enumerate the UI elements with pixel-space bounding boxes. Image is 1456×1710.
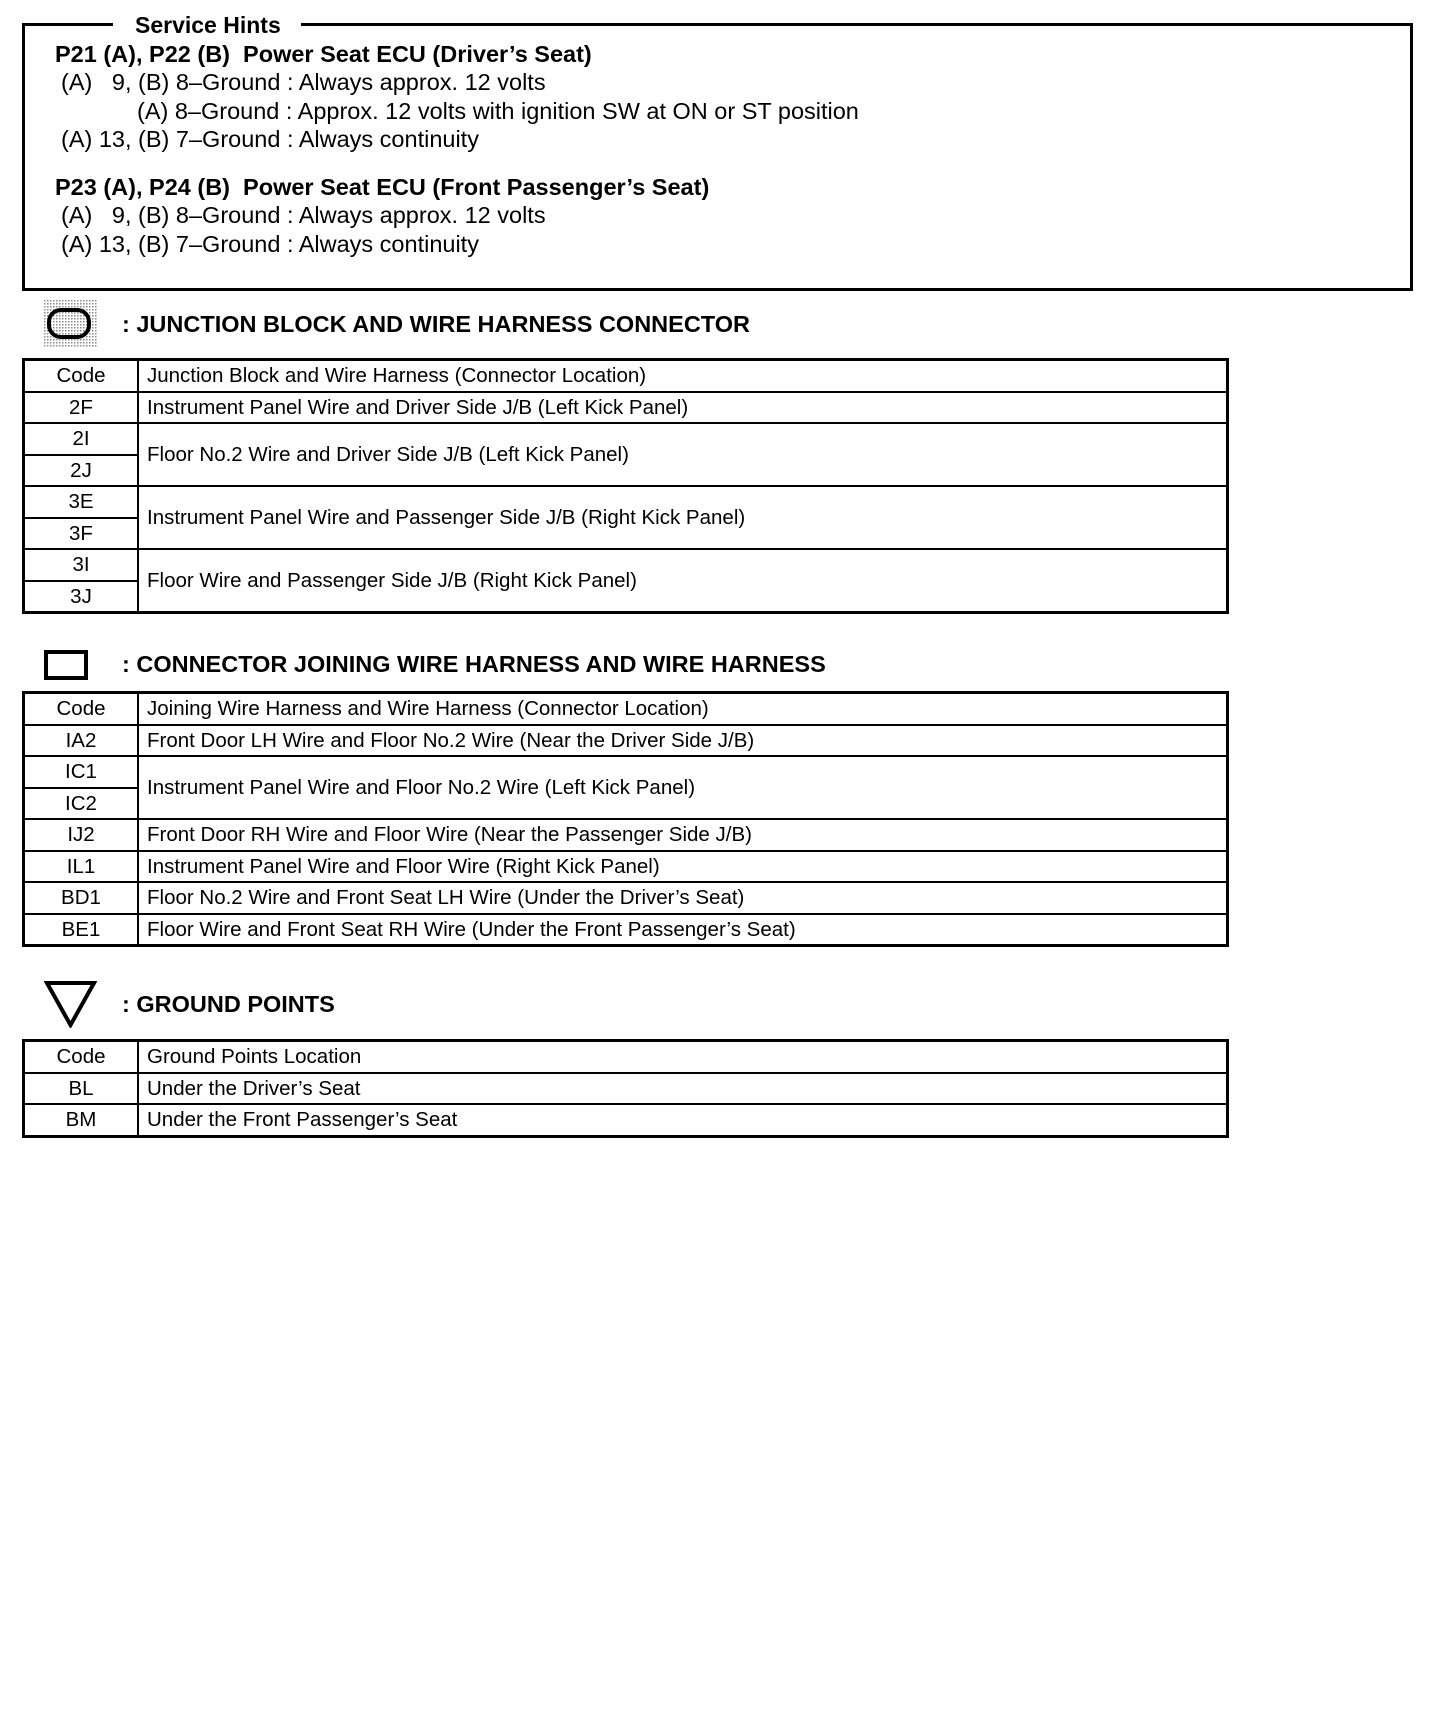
table-row xyxy=(24,392,1228,424)
table-row xyxy=(24,1104,1228,1136)
junction-section-title: : JUNCTION BLOCK AND WIRE HARNESS CONNECTOR xyxy=(122,310,750,337)
desc-cell: Floor No.2 Wire and Driver Side J/B (Left Kick Panel) xyxy=(138,423,1228,486)
hint-line: (A) 13, (B) 7–Ground : Always continuity xyxy=(61,126,479,152)
junction-table xyxy=(22,358,1229,614)
connector-section-header xyxy=(44,640,826,688)
service-hints-box xyxy=(22,12,1413,291)
code-cell: BE1 xyxy=(24,914,139,946)
table-row xyxy=(24,819,1228,851)
desc-cell: Under the Driver’s Seat xyxy=(138,1073,1228,1105)
desc-cell: Instrument Panel Wire and Driver Side J/B (Left Kick Panel) xyxy=(138,392,1228,424)
table-row xyxy=(24,914,1228,946)
hint-block-passenger xyxy=(55,173,709,258)
code-cell: 3F xyxy=(24,518,139,550)
desc-cell: Instrument Panel Wire and Floor No.2 Wire (Left Kick Panel) xyxy=(138,756,1228,819)
hint-line: (A) 9, (B) 8–Ground : Always approx. 12 volts xyxy=(61,202,546,228)
code-cell: IC2 xyxy=(24,788,139,820)
desc-header: Joining Wire Harness and Wire Harness (Connector Location) xyxy=(138,693,1228,725)
table-header-row xyxy=(24,360,1228,392)
code-cell: 2I xyxy=(24,423,139,455)
connector-table xyxy=(22,691,1229,947)
code-cell: 3E xyxy=(24,486,139,518)
table-row xyxy=(24,851,1228,883)
code-cell: IA2 xyxy=(24,725,139,757)
table-row xyxy=(24,423,1228,455)
code-cell: IC1 xyxy=(24,756,139,788)
desc-cell: Instrument Panel Wire and Floor Wire (Right Kick Panel) xyxy=(138,851,1228,883)
hint-block-driver xyxy=(55,40,859,154)
code-cell: 2F xyxy=(24,392,139,424)
desc-cell: Floor Wire and Front Seat RH Wire (Under the Front Passenger’s Seat) xyxy=(138,914,1228,946)
ground-section-header xyxy=(44,980,335,1028)
desc-cell: Floor Wire and Passenger Side J/B (Right Kick Panel) xyxy=(138,549,1228,613)
desc-cell: Front Door RH Wire and Floor Wire (Near the Passenger Side J/B) xyxy=(138,819,1228,851)
table-row xyxy=(24,549,1228,581)
code-header: Code xyxy=(24,693,139,725)
table-row xyxy=(24,756,1228,788)
desc-cell: Floor No.2 Wire and Front Seat LH Wire (Under the Driver’s Seat) xyxy=(138,882,1228,914)
table-row xyxy=(24,486,1228,518)
junction-block-icon xyxy=(44,300,98,348)
ground-table xyxy=(22,1039,1229,1138)
desc-header: Junction Block and Wire Harness (Connector Location) xyxy=(138,360,1228,392)
code-cell: BD1 xyxy=(24,882,139,914)
code-cell: 3I xyxy=(24,549,139,581)
desc-cell: Instrument Panel Wire and Passenger Side J/B (Right Kick Panel) xyxy=(138,486,1228,549)
desc-cell: Front Door LH Wire and Floor No.2 Wire (Near the Driver Side J/B) xyxy=(138,725,1228,757)
code-cell: BL xyxy=(24,1073,139,1105)
ground-section-title: : GROUND POINTS xyxy=(122,990,335,1017)
junction-section-header xyxy=(44,300,750,348)
hint-heading: P21 (A), P22 (B) Power Seat ECU (Driver’s Seat) xyxy=(55,41,592,67)
desc-header: Ground Points Location xyxy=(138,1041,1228,1073)
code-header: Code xyxy=(24,360,139,392)
table-row xyxy=(24,1073,1228,1105)
code-cell: IJ2 xyxy=(24,819,139,851)
table-row xyxy=(24,725,1228,757)
hint-line: (A) 8–Ground : Approx. 12 volts with ignition SW at ON or ST position xyxy=(137,97,859,124)
hint-heading: P23 (A), P24 (B) Power Seat ECU (Front Passenger’s Seat) xyxy=(55,174,710,200)
code-cell: IL1 xyxy=(24,851,139,883)
hint-line: (A) 13, (B) 7–Ground : Always continuity xyxy=(61,230,479,257)
service-hints-title: Service Hints xyxy=(113,12,301,38)
desc-cell: Under the Front Passenger’s Seat xyxy=(138,1104,1228,1136)
ground-triangle-icon xyxy=(44,980,98,1028)
table-header-row xyxy=(24,693,1228,725)
code-cell: 3J xyxy=(24,581,139,613)
table-row xyxy=(24,882,1228,914)
code-cell: BM xyxy=(24,1104,139,1136)
hint-line: (A) 9, (B) 8–Ground : Always approx. 12 volts xyxy=(61,69,546,95)
connector-box-icon xyxy=(44,640,98,688)
code-header: Code xyxy=(24,1041,139,1073)
table-header-row xyxy=(24,1041,1228,1073)
code-cell: 2J xyxy=(24,455,139,487)
connector-section-title: : CONNECTOR JOINING WIRE HARNESS AND WIRE HARNESS xyxy=(122,650,826,677)
